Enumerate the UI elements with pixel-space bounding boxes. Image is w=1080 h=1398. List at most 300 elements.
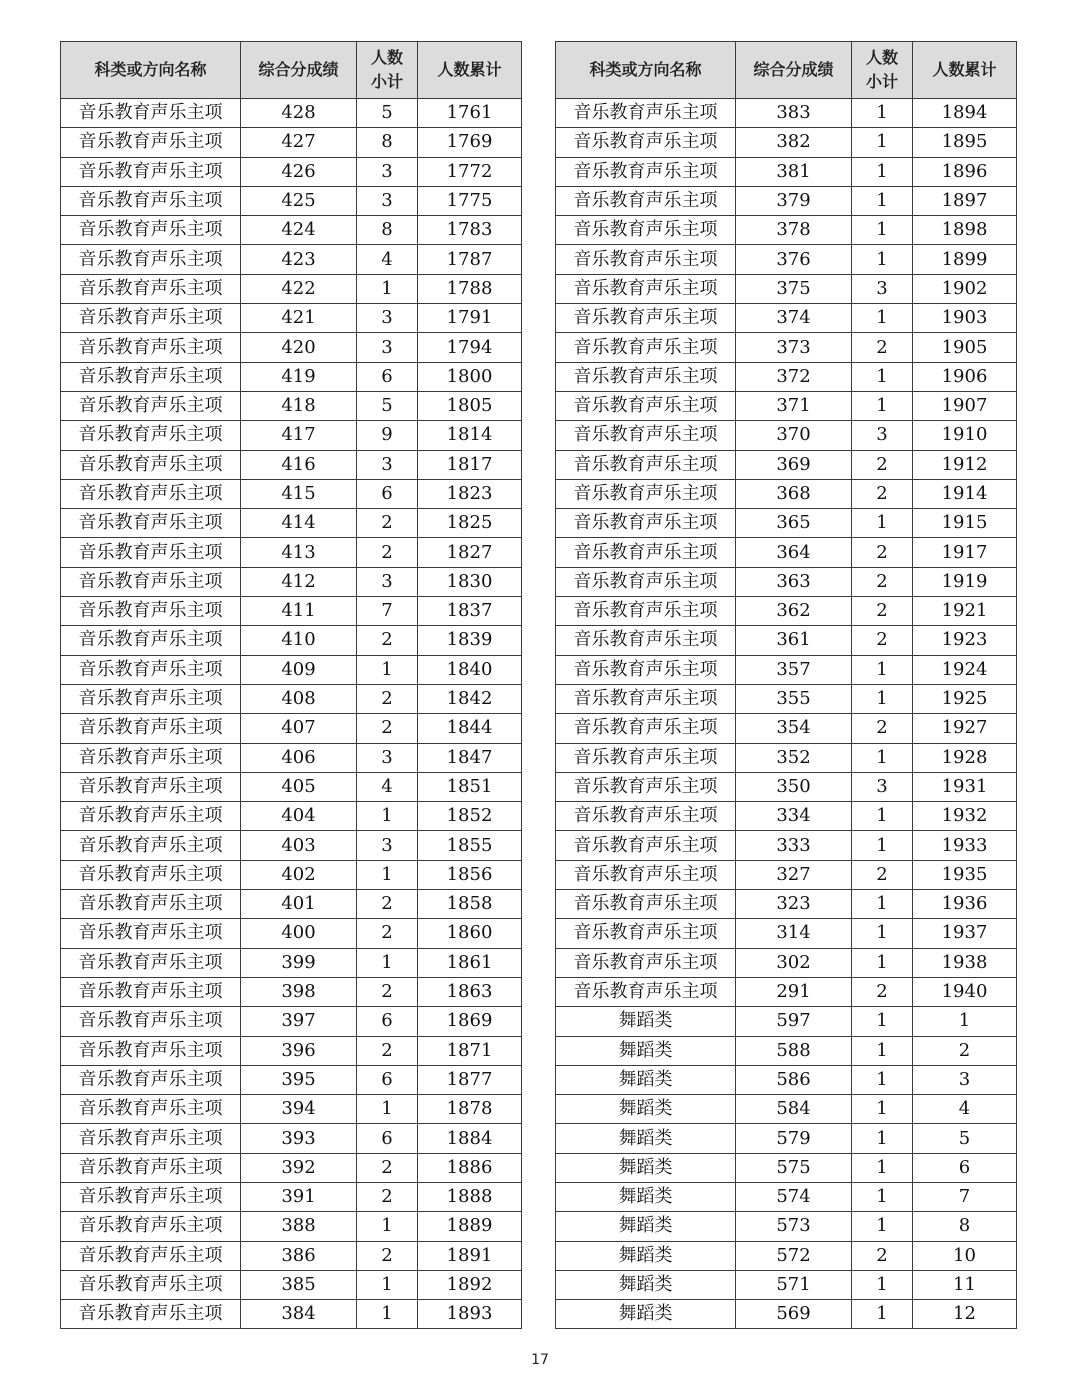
cell-score: 370: [736, 421, 852, 450]
cell-subtotal: 2: [852, 567, 913, 596]
cell-name: 音乐教育声乐主项: [61, 860, 241, 889]
cell-cumulative: 1855: [418, 831, 522, 860]
cell-name: 音乐教育声乐主项: [556, 216, 736, 245]
cell-cumulative: 1788: [418, 274, 522, 303]
table-body: [556, 99, 1017, 1329]
table-row: [61, 362, 522, 391]
table-row: [61, 216, 522, 245]
cell-name: 音乐教育声乐主项: [61, 186, 241, 215]
cell-name: 音乐教育声乐主项: [556, 802, 736, 831]
cell-subtotal: 2: [852, 538, 913, 567]
cell-name: 音乐教育声乐主项: [61, 743, 241, 772]
cell-subtotal: 1: [852, 99, 913, 128]
cell-subtotal: 2: [357, 509, 418, 538]
cell-cumulative: 1830: [418, 567, 522, 596]
table-row: [61, 1153, 522, 1182]
table-row: [61, 1124, 522, 1153]
table-row: [556, 626, 1017, 655]
cell-name: 音乐教育声乐主项: [61, 304, 241, 333]
cell-subtotal: 4: [357, 245, 418, 274]
cell-cumulative: 5: [913, 1124, 1017, 1153]
cell-subtotal: 1: [852, 743, 913, 772]
table-row: [556, 567, 1017, 596]
cell-name: 音乐教育声乐主项: [556, 450, 736, 479]
cell-subtotal: 1: [357, 655, 418, 684]
cell-name: 音乐教育声乐主项: [556, 333, 736, 362]
cell-subtotal: 1: [852, 948, 913, 977]
cell-subtotal: 8: [357, 216, 418, 245]
table-row: [61, 157, 522, 186]
cell-score: 382: [736, 128, 852, 157]
cell-subtotal: 3: [852, 274, 913, 303]
cell-name: 音乐教育声乐主项: [61, 977, 241, 1006]
cell-cumulative: 1877: [418, 1065, 522, 1094]
cell-score: 373: [736, 333, 852, 362]
table-row: [556, 1124, 1017, 1153]
cell-cumulative: 1894: [913, 99, 1017, 128]
cell-score: 354: [736, 714, 852, 743]
cell-subtotal: 1: [852, 1182, 913, 1211]
cell-subtotal: 3: [357, 743, 418, 772]
header-subtotal-line2: 小计: [865, 72, 898, 91]
cell-score: 374: [736, 304, 852, 333]
cell-score: 397: [241, 1007, 357, 1036]
cell-name: 音乐教育声乐主项: [556, 743, 736, 772]
cell-score: 365: [736, 509, 852, 538]
cell-name: 音乐教育声乐主项: [61, 1124, 241, 1153]
score-table-left: [60, 41, 522, 1329]
cell-score: 423: [241, 245, 357, 274]
cell-cumulative: 1936: [913, 890, 1017, 919]
cell-cumulative: 7: [913, 1182, 1017, 1211]
cell-subtotal: 3: [357, 157, 418, 186]
cell-cumulative: 1895: [913, 128, 1017, 157]
cell-cumulative: 1935: [913, 860, 1017, 889]
cell-name: 音乐教育声乐主项: [556, 626, 736, 655]
table-row: [556, 538, 1017, 567]
cell-score: 350: [736, 772, 852, 801]
cell-subtotal: 2: [852, 479, 913, 508]
cell-score: 406: [241, 743, 357, 772]
table-row: [556, 362, 1017, 391]
cell-score: 386: [241, 1241, 357, 1270]
cell-cumulative: 1914: [913, 479, 1017, 508]
cell-subtotal: 1: [852, 1007, 913, 1036]
cell-cumulative: 1886: [418, 1153, 522, 1182]
table-row: [556, 1095, 1017, 1124]
cell-subtotal: 2: [852, 333, 913, 362]
cell-score: 369: [736, 450, 852, 479]
cell-score: 404: [241, 802, 357, 831]
cell-subtotal: 1: [852, 684, 913, 713]
cell-cumulative: 1888: [418, 1182, 522, 1211]
table-row: [556, 743, 1017, 772]
table-row: [556, 802, 1017, 831]
cell-subtotal: 3: [852, 772, 913, 801]
cell-name: 音乐教育声乐主项: [556, 479, 736, 508]
table-row: [61, 1182, 522, 1211]
cell-name: 音乐教育声乐主项: [61, 684, 241, 713]
cell-cumulative: 1903: [913, 304, 1017, 333]
cell-subtotal: 2: [357, 538, 418, 567]
score-table-right: [555, 41, 1017, 1329]
cell-score: 405: [241, 772, 357, 801]
cell-cumulative: 1871: [418, 1036, 522, 1065]
cell-name: 音乐教育声乐主项: [556, 421, 736, 450]
cell-subtotal: 1: [357, 1095, 418, 1124]
cell-name: 音乐教育声乐主项: [556, 99, 736, 128]
cell-name: 音乐教育声乐主项: [556, 509, 736, 538]
cell-cumulative: 1847: [418, 743, 522, 772]
cell-cumulative: 8: [913, 1212, 1017, 1241]
cell-score: 393: [241, 1124, 357, 1153]
cell-subtotal: 2: [357, 626, 418, 655]
cell-name: 音乐教育声乐主项: [556, 948, 736, 977]
cell-subtotal: 2: [852, 597, 913, 626]
cell-name: 音乐教育声乐主项: [556, 362, 736, 391]
cell-name: 音乐教育声乐主项: [61, 831, 241, 860]
table-row: [61, 831, 522, 860]
table-row: [61, 421, 522, 450]
cell-cumulative: 1825: [418, 509, 522, 538]
cell-subtotal: 2: [357, 1182, 418, 1211]
cell-subtotal: 1: [852, 245, 913, 274]
cell-score: 426: [241, 157, 357, 186]
cell-name: 音乐教育声乐主项: [556, 186, 736, 215]
cell-cumulative: 1907: [913, 391, 1017, 420]
table-row: [61, 1241, 522, 1270]
cell-subtotal: 2: [852, 1241, 913, 1270]
cell-subtotal: 6: [357, 1124, 418, 1153]
table-row: [61, 391, 522, 420]
cell-score: 357: [736, 655, 852, 684]
cell-score: 334: [736, 802, 852, 831]
cell-cumulative: 1933: [913, 831, 1017, 860]
table-row: [556, 333, 1017, 362]
cell-cumulative: 1937: [913, 919, 1017, 948]
cell-name: 音乐教育声乐主项: [61, 391, 241, 420]
cell-cumulative: 2: [913, 1036, 1017, 1065]
cell-cumulative: 1893: [418, 1300, 522, 1329]
cell-cumulative: 1856: [418, 860, 522, 889]
cell-name: 舞蹈类: [556, 1300, 736, 1329]
cell-name: 音乐教育声乐主项: [61, 1095, 241, 1124]
table-row: [61, 626, 522, 655]
table-row: [61, 274, 522, 303]
cell-name: 音乐教育声乐主项: [61, 274, 241, 303]
table-header-row: [61, 42, 522, 99]
cell-score: 333: [736, 831, 852, 860]
cell-cumulative: 1805: [418, 391, 522, 420]
cell-subtotal: 1: [357, 948, 418, 977]
cell-score: 392: [241, 1153, 357, 1182]
cell-subtotal: 2: [852, 977, 913, 1006]
cell-score: 376: [736, 245, 852, 274]
cell-score: 416: [241, 450, 357, 479]
cell-name: 舞蹈类: [556, 1095, 736, 1124]
cell-cumulative: 1902: [913, 274, 1017, 303]
table-row: [61, 450, 522, 479]
cell-name: 舞蹈类: [556, 1153, 736, 1182]
table-row: [556, 479, 1017, 508]
table-row: [556, 919, 1017, 948]
cell-name: 音乐教育声乐主项: [61, 479, 241, 508]
cell-subtotal: 1: [852, 304, 913, 333]
cell-score: 597: [736, 1007, 852, 1036]
cell-score: 364: [736, 538, 852, 567]
cell-name: 音乐教育声乐主项: [61, 450, 241, 479]
cell-name: 音乐教育声乐主项: [61, 1270, 241, 1299]
cell-subtotal: 3: [357, 333, 418, 362]
cell-score: 394: [241, 1095, 357, 1124]
cell-subtotal: 4: [357, 772, 418, 801]
table-row: [61, 186, 522, 215]
cell-name: 舞蹈类: [556, 1182, 736, 1211]
cell-subtotal: 1: [357, 1212, 418, 1241]
cell-name: 音乐教育声乐主项: [61, 1241, 241, 1270]
page-number: 17: [531, 1352, 549, 1368]
cell-name: 音乐教育声乐主项: [556, 684, 736, 713]
table-row: [556, 509, 1017, 538]
cell-subtotal: 7: [357, 597, 418, 626]
cell-score: 381: [736, 157, 852, 186]
cell-score: 411: [241, 597, 357, 626]
cell-name: 音乐教育声乐主项: [556, 128, 736, 157]
cell-cumulative: 1869: [418, 1007, 522, 1036]
cell-subtotal: 1: [852, 802, 913, 831]
cell-subtotal: 1: [852, 128, 913, 157]
cell-score: 384: [241, 1300, 357, 1329]
table-row: [556, 1212, 1017, 1241]
cell-name: 音乐教育声乐主项: [556, 274, 736, 303]
cell-score: 572: [736, 1241, 852, 1270]
table-row: [556, 391, 1017, 420]
cell-score: 403: [241, 831, 357, 860]
cell-score: 379: [736, 186, 852, 215]
table-row: [61, 948, 522, 977]
cell-cumulative: 1917: [913, 538, 1017, 567]
table-row: [556, 684, 1017, 713]
cell-score: 402: [241, 860, 357, 889]
table-row: [556, 216, 1017, 245]
table-row: [61, 128, 522, 157]
cell-subtotal: 3: [357, 186, 418, 215]
cell-cumulative: 1787: [418, 245, 522, 274]
cell-subtotal: 1: [852, 1300, 913, 1329]
cell-score: 361: [736, 626, 852, 655]
cell-subtotal: 1: [852, 1270, 913, 1299]
table-row: [556, 1270, 1017, 1299]
cell-name: 音乐教育声乐主项: [556, 567, 736, 596]
cell-cumulative: 1892: [418, 1270, 522, 1299]
cell-subtotal: 3: [357, 450, 418, 479]
cell-score: 302: [736, 948, 852, 977]
cell-subtotal: 1: [852, 157, 913, 186]
cell-cumulative: 1897: [913, 186, 1017, 215]
cell-cumulative: 1927: [913, 714, 1017, 743]
header-subtotal-line1: 人数: [865, 48, 898, 67]
cell-name: 音乐教育声乐主项: [61, 1300, 241, 1329]
cell-score: 418: [241, 391, 357, 420]
table-row: [556, 245, 1017, 274]
table-row: [556, 655, 1017, 684]
table-row: [61, 304, 522, 333]
cell-cumulative: 1783: [418, 216, 522, 245]
cell-cumulative: 1823: [418, 479, 522, 508]
cell-score: 385: [241, 1270, 357, 1299]
cell-subtotal: 1: [357, 802, 418, 831]
cell-subtotal: 1: [852, 655, 913, 684]
cell-score: 410: [241, 626, 357, 655]
cell-score: 408: [241, 684, 357, 713]
cell-name: 音乐教育声乐主项: [61, 1036, 241, 1065]
cell-subtotal: 2: [852, 626, 913, 655]
table-row: [556, 421, 1017, 450]
cell-cumulative: 1932: [913, 802, 1017, 831]
cell-name: 音乐教育声乐主项: [61, 1212, 241, 1241]
cell-score: 363: [736, 567, 852, 596]
cell-cumulative: 1794: [418, 333, 522, 362]
cell-score: 378: [736, 216, 852, 245]
cell-subtotal: 2: [852, 860, 913, 889]
cell-name: 舞蹈类: [556, 1065, 736, 1094]
cell-score: 355: [736, 684, 852, 713]
cell-subtotal: 1: [852, 1153, 913, 1182]
cell-name: 音乐教育声乐主项: [556, 714, 736, 743]
cell-name: 音乐教育声乐主项: [61, 890, 241, 919]
cell-score: 395: [241, 1065, 357, 1094]
table-row: [61, 1065, 522, 1094]
cell-score: 579: [736, 1124, 852, 1153]
cell-subtotal: 1: [852, 831, 913, 860]
table-row: [556, 831, 1017, 860]
table-row: [61, 479, 522, 508]
cell-cumulative: 1905: [913, 333, 1017, 362]
cell-score: 314: [736, 919, 852, 948]
cell-name: 音乐教育声乐主项: [556, 655, 736, 684]
cell-name: 音乐教育声乐主项: [556, 831, 736, 860]
table-row: [556, 128, 1017, 157]
cell-name: 音乐教育声乐主项: [61, 362, 241, 391]
table-row: [61, 860, 522, 889]
cell-name: 音乐教育声乐主项: [556, 538, 736, 567]
cell-cumulative: 12: [913, 1300, 1017, 1329]
cell-cumulative: 1891: [418, 1241, 522, 1270]
cell-score: 575: [736, 1153, 852, 1182]
cell-subtotal: 6: [357, 479, 418, 508]
cell-cumulative: 1938: [913, 948, 1017, 977]
cell-name: 音乐教育声乐主项: [61, 128, 241, 157]
cell-cumulative: 1775: [418, 186, 522, 215]
table-header-row: [556, 42, 1017, 99]
cell-score: 422: [241, 274, 357, 303]
table-row: [556, 1065, 1017, 1094]
cell-subtotal: 6: [357, 1007, 418, 1036]
table-body: [61, 99, 522, 1329]
table-row: [556, 186, 1017, 215]
cell-subtotal: 1: [852, 1095, 913, 1124]
table-row: [556, 157, 1017, 186]
cell-score: 362: [736, 597, 852, 626]
header-subtotal-line2: 小计: [370, 72, 403, 91]
cell-cumulative: 1928: [913, 743, 1017, 772]
cell-cumulative: 1878: [418, 1095, 522, 1124]
cell-score: 413: [241, 538, 357, 567]
cell-name: 音乐教育声乐主项: [61, 333, 241, 362]
cell-cumulative: 1: [913, 1007, 1017, 1036]
table-row: [556, 304, 1017, 333]
cell-score: 419: [241, 362, 357, 391]
cell-subtotal: 8: [357, 128, 418, 157]
cell-score: 396: [241, 1036, 357, 1065]
cell-name: 音乐教育声乐主项: [556, 245, 736, 274]
cell-cumulative: 1919: [913, 567, 1017, 596]
cell-name: 音乐教育声乐主项: [61, 1065, 241, 1094]
cell-subtotal: 1: [852, 391, 913, 420]
cell-subtotal: 3: [852, 421, 913, 450]
cell-subtotal: 5: [357, 391, 418, 420]
cell-score: 415: [241, 479, 357, 508]
table-row: [61, 1036, 522, 1065]
cell-name: 音乐教育声乐主项: [61, 509, 241, 538]
cell-subtotal: 2: [357, 714, 418, 743]
cell-subtotal: 1: [357, 274, 418, 303]
cell-score: 424: [241, 216, 357, 245]
cell-score: 412: [241, 567, 357, 596]
cell-subtotal: 2: [852, 714, 913, 743]
cell-score: 388: [241, 1212, 357, 1241]
table-row: [556, 772, 1017, 801]
cell-name: 音乐教育声乐主项: [556, 391, 736, 420]
cell-name: 音乐教育声乐主项: [556, 977, 736, 1006]
cell-cumulative: 1837: [418, 597, 522, 626]
cell-subtotal: 5: [357, 99, 418, 128]
cell-cumulative: 1842: [418, 684, 522, 713]
cell-cumulative: 1858: [418, 890, 522, 919]
cell-cumulative: 1921: [913, 597, 1017, 626]
cell-score: 371: [736, 391, 852, 420]
cell-name: 音乐教育声乐主项: [556, 860, 736, 889]
cell-name: 音乐教育声乐主项: [556, 157, 736, 186]
table-row: [556, 714, 1017, 743]
table-row: [61, 1007, 522, 1036]
cell-cumulative: 1889: [418, 1212, 522, 1241]
cell-subtotal: 1: [852, 1212, 913, 1241]
cell-name: 音乐教育声乐主项: [61, 421, 241, 450]
cell-score: 368: [736, 479, 852, 508]
cell-cumulative: 1924: [913, 655, 1017, 684]
cell-name: 音乐教育声乐主项: [61, 948, 241, 977]
cell-name: 舞蹈类: [556, 1124, 736, 1153]
cell-subtotal: 2: [357, 684, 418, 713]
cell-cumulative: 1791: [418, 304, 522, 333]
cell-score: 400: [241, 919, 357, 948]
header-cumulative: 人数累计: [913, 42, 1017, 99]
cell-name: 音乐教育声乐主项: [61, 1007, 241, 1036]
cell-score: 352: [736, 743, 852, 772]
cell-cumulative: 4: [913, 1095, 1017, 1124]
cell-cumulative: 1884: [418, 1124, 522, 1153]
cell-subtotal: 2: [852, 450, 913, 479]
table-row: [556, 860, 1017, 889]
header-score: 综合分成绩: [736, 42, 852, 99]
cell-cumulative: 1827: [418, 538, 522, 567]
cell-name: 音乐教育声乐主项: [61, 772, 241, 801]
header-subtotal-line1: 人数: [370, 48, 403, 67]
cell-subtotal: 1: [357, 860, 418, 889]
cell-score: 569: [736, 1300, 852, 1329]
header-name: 科类或方向名称: [61, 42, 241, 99]
